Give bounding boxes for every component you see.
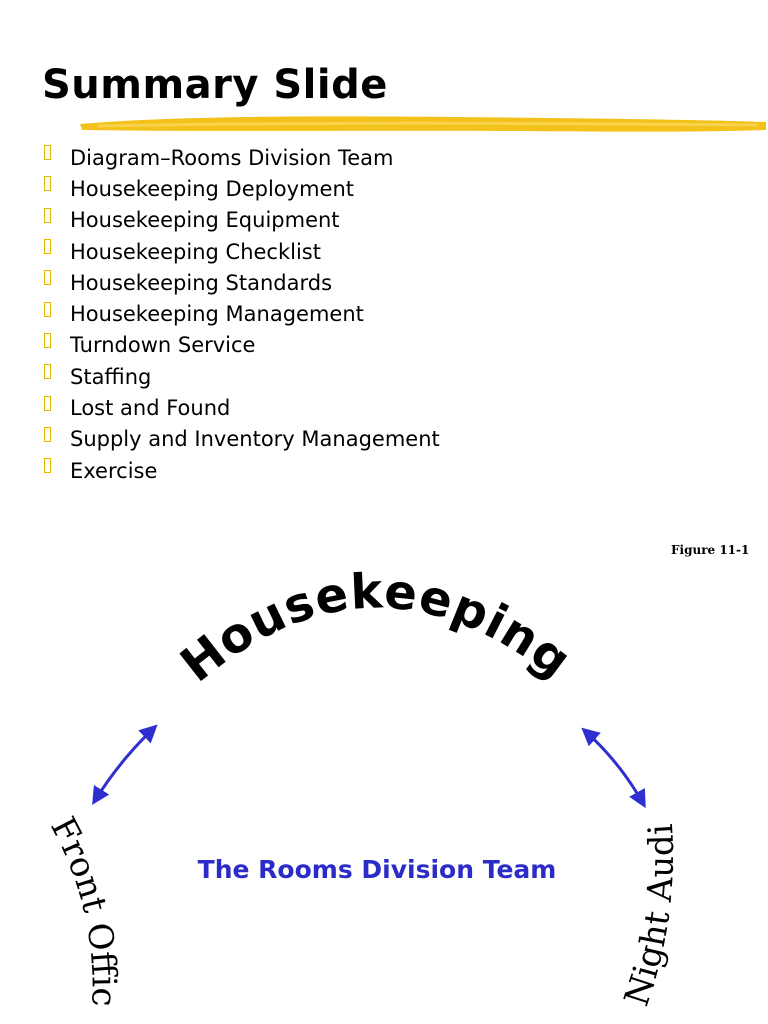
list-item: Housekeeping Deployment [44, 173, 440, 204]
list-item: Diagram–Rooms Division Team [44, 142, 440, 173]
night-audit-label: Night Audi [616, 822, 683, 1011]
figure-label: Figure 11-1 [671, 543, 750, 557]
bullet-icon [44, 396, 51, 411]
list-item: Staffing [44, 361, 440, 392]
rooms-division-caption: The Rooms Division Team [197, 855, 557, 884]
bullet-icon [44, 145, 51, 160]
list-item: Supply and Inventory Management [44, 424, 440, 455]
bullet-icon [44, 364, 51, 379]
front-office-label: Front Office [42, 810, 124, 1007]
list-item: Lost and Found [44, 392, 440, 423]
list-item: Turndown Service [44, 330, 440, 361]
bullet-icon [44, 208, 51, 223]
left-double-arrow [94, 727, 155, 802]
bullet-icon [44, 176, 51, 191]
list-item: Housekeeping Standards [44, 267, 440, 298]
bullet-icon [44, 302, 51, 317]
list-item: Exercise [44, 455, 440, 486]
bullet-icon [44, 458, 51, 473]
bullet-icon [44, 333, 51, 348]
rooms-division-diagram [0, 560, 768, 1024]
summary-bullet-list [44, 142, 440, 486]
housekeeping-arc-label: Housekeeping [170, 563, 582, 694]
bullet-icon [44, 427, 51, 442]
list-item: Housekeeping Equipment [44, 205, 440, 236]
bullet-icon [44, 270, 51, 285]
bullet-icon [44, 239, 51, 254]
list-item: Housekeeping Management [44, 298, 440, 329]
slide-title: Summary Slide [42, 62, 388, 108]
list-item: Housekeeping Checklist [44, 236, 440, 267]
right-double-arrow [584, 730, 644, 805]
title-underline-brushstroke [78, 110, 768, 140]
